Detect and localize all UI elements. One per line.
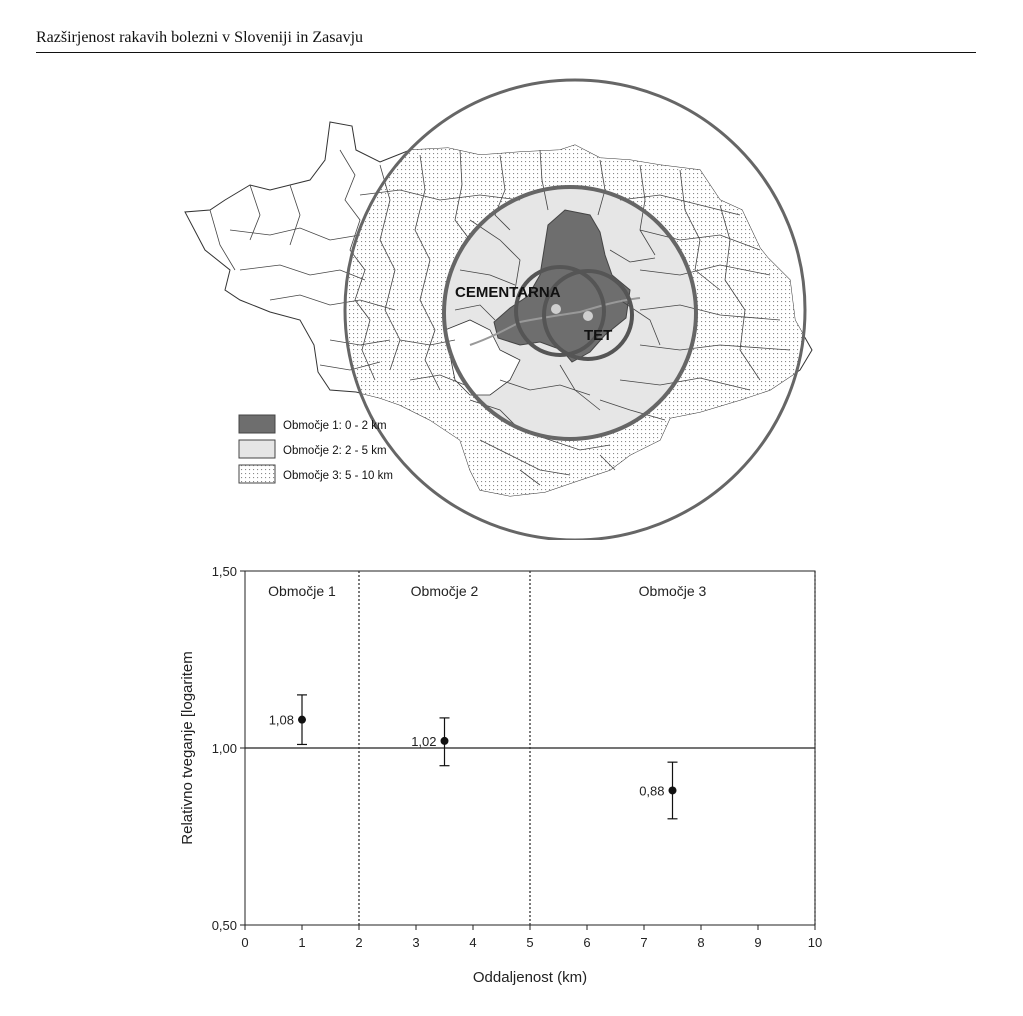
data-point-group <box>639 762 677 819</box>
zone-label-2: Območje 2 <box>410 583 479 599</box>
data-label: 1,02 <box>411 733 437 749</box>
y-axis <box>212 564 245 933</box>
running-header: Razširjenost rakavih bolezni v Sloveniji in Zasavju <box>36 29 364 46</box>
x-axis-title: Oddaljenost (km) <box>472 969 588 986</box>
y-axis-title: Relativno tveganje [logaritem <box>179 651 196 845</box>
y-tick-label: 1,00 <box>211 741 237 756</box>
zone-labels <box>268 583 706 599</box>
zone-label-3: Območje 3 <box>638 583 707 599</box>
x-tick-label: 10 <box>807 935 823 950</box>
x-tick-label: 4 <box>469 935 477 950</box>
x-tick-label: 3 <box>412 935 420 950</box>
data-point-group <box>269 695 307 745</box>
legend-label-zone1: Območje 1: 0 - 2 km <box>283 420 387 432</box>
data-point <box>441 737 449 745</box>
x-tick-label: 8 <box>697 935 705 950</box>
x-tick-label: 7 <box>640 935 648 950</box>
y-tick-label: 0,50 <box>211 918 237 933</box>
x-axis <box>241 925 822 950</box>
data-point <box>298 716 306 724</box>
tet-label: TET <box>584 327 613 344</box>
data-point <box>669 786 677 794</box>
x-tick-label: 6 <box>583 935 591 950</box>
zone-label-1: Območje 1 <box>268 583 336 599</box>
x-tick-label: 0 <box>241 935 249 950</box>
cementarna-label: CEMENTARNA <box>455 284 561 301</box>
data-points <box>269 695 678 819</box>
legend-label-zone3: Območje 3: 5 - 10 km <box>283 470 393 482</box>
y-tick-label: 1,50 <box>211 564 237 579</box>
x-tick-label: 9 <box>754 935 762 950</box>
data-point-group <box>411 718 449 766</box>
x-tick-label: 2 <box>355 935 363 950</box>
data-label: 0,88 <box>639 783 665 799</box>
x-tick-label: 1 <box>298 935 306 950</box>
legend-label-zone2: Območje 2: 2 - 5 km <box>283 445 387 457</box>
data-label: 1,08 <box>268 712 294 728</box>
x-tick-label: 5 <box>526 935 534 950</box>
